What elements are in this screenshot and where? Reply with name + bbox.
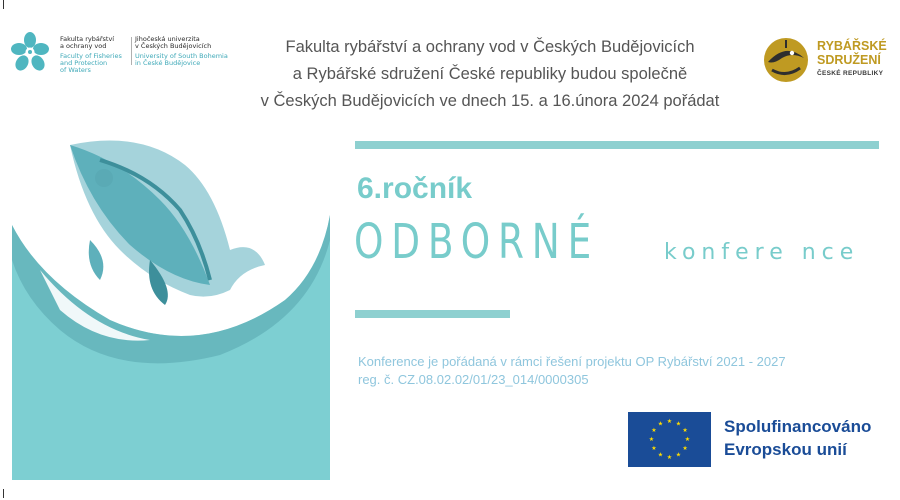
svg-text:★: ★ — [651, 445, 657, 452]
svg-text:★: ★ — [675, 420, 682, 428]
svg-text:★: ★ — [666, 454, 673, 461]
project-note-line: Konference je pořádaná v rámci řešení projektu OP Rybářství 2021 - 2027 — [358, 354, 786, 369]
faculty-name-en: Faculty of Fisheries and Protection of Waters — [60, 52, 122, 74]
university-name-en: University of South Bohemia in České Budějovice — [135, 52, 228, 67]
rs-logo-line2: SDRUŽENÍ — [817, 53, 881, 67]
conference-title: ODBORNÉ — [354, 214, 600, 270]
rs-logo-line1: RYBÁŘSKÉ — [817, 39, 887, 53]
intro-line: Fakulta rybářství a ochrany vod v Českých Budějovicích — [285, 38, 695, 56]
edition-label: 6.ročník — [357, 172, 473, 205]
title-bar-bottom — [355, 310, 510, 318]
svg-text:★: ★ — [682, 445, 688, 452]
faculty-flower-logo-icon — [10, 31, 50, 75]
conference-subtitle: konfere nce — [664, 240, 860, 265]
logo-divider — [131, 37, 132, 65]
corner-mark — [3, 489, 4, 498]
rs-logo-line3: ČESKÉ REPUBLIKY — [817, 70, 884, 77]
svg-text:★: ★ — [682, 427, 688, 434]
svg-text:★: ★ — [651, 427, 657, 434]
project-note-line: reg. č. CZ.08.02.02/01/23_014/0000305 — [358, 372, 589, 387]
intro-text — [230, 34, 750, 115]
intro-line: v Českých Budějovicích ve dnech 15. a 16.února 2024 pořádat — [260, 92, 720, 110]
fish-illustration-icon — [0, 130, 350, 490]
intro-line: a Rybářské sdružení České republiky budou společně — [292, 65, 688, 83]
faculty-name-cz: Fakulta rybářství a ochrany vod — [60, 35, 115, 50]
rybarske-sdruzeni-logo-icon — [762, 36, 810, 84]
title-bar-top — [355, 141, 879, 149]
svg-text:★: ★ — [675, 451, 682, 459]
university-name-cz: Jihočeská univerzita v Českých Budějovicích — [135, 35, 212, 50]
svg-text:★: ★ — [684, 436, 691, 443]
svg-text:★: ★ — [666, 418, 673, 425]
svg-text:★: ★ — [657, 451, 664, 459]
eu-cofunding-line2: Evropskou unií — [724, 440, 847, 459]
corner-mark — [3, 0, 4, 9]
svg-text:★: ★ — [657, 420, 664, 428]
svg-text:★: ★ — [648, 436, 655, 443]
eu-flag-icon — [628, 412, 711, 467]
eu-cofunding-line1: Spolufinancováno — [724, 417, 872, 436]
